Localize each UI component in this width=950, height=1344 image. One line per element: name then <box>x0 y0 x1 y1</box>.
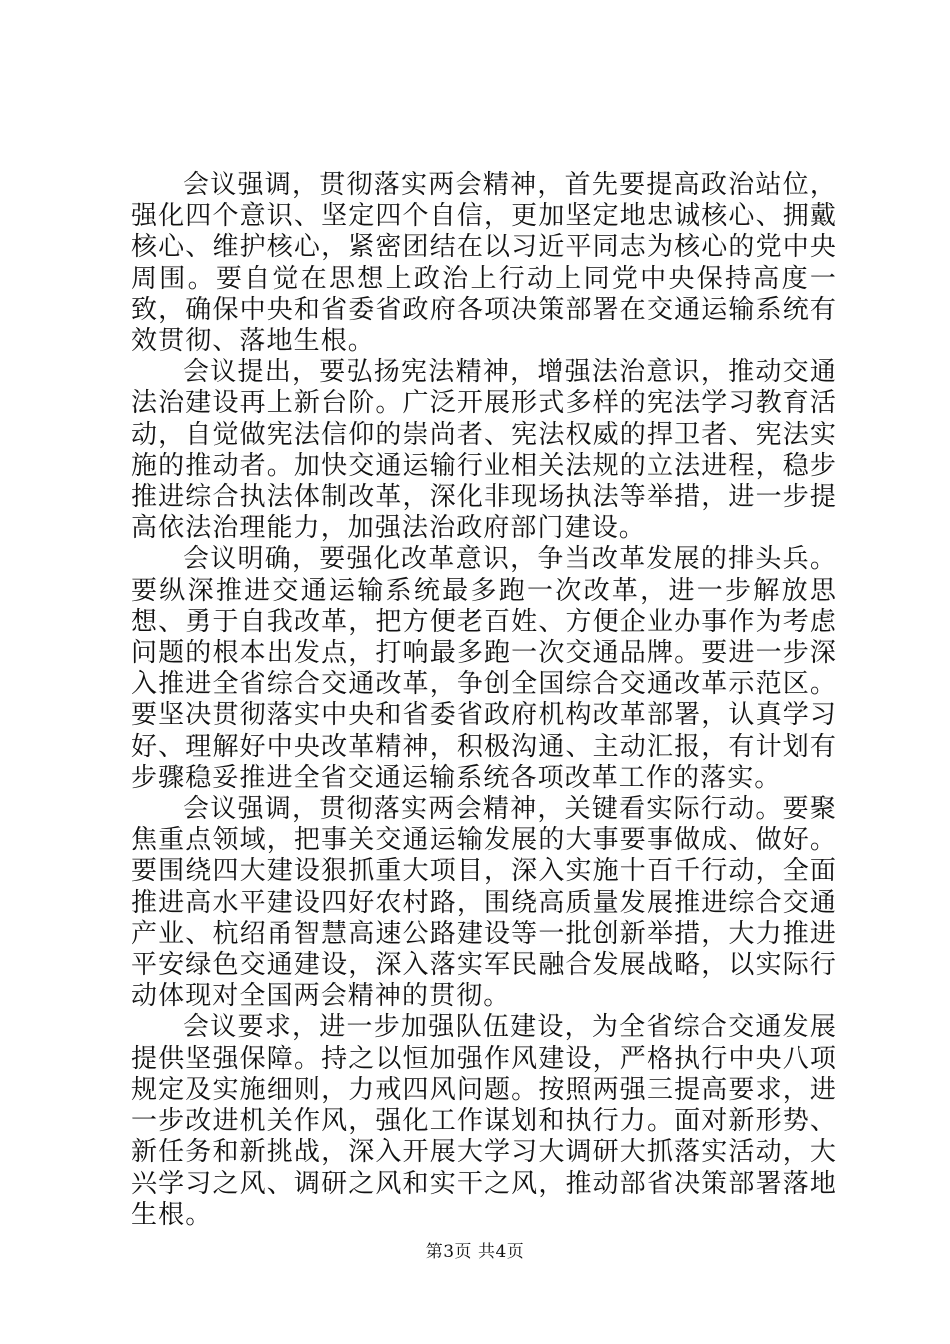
page-footer: 第3页 共4页 <box>425 1242 525 1262</box>
paragraph-3: 会议明确，要强化改革意识，争当改革发展的排头兵。要纵深推进交通运输系统最多跑一次改革，进一步解放思想、勇于自我改革，把方便老百姓、方便企业办事作为考虑问题的根本出发点，打响最多跑一次交通品牌。要进一步深入推进全省综合交通改革，争创全国综合交通改革示范区。要坚决贯彻落实中央和省委省政府机构改革部署，认真学习好、理解好中央改革精神，积极沟通、主动汇报，有计划有步骤稳妥推进全省交通运输系统各项改革工作的落实。 <box>131 544 837 793</box>
document-body <box>131 170 837 1231</box>
paragraph-1: 会议强调，贯彻落实两会精神，首先要提高政治站位，强化四个意识、坚定四个自信，更加坚定地忠诚核心、拥戴核心、维护核心，紧密团结在以习近平同志为核心的党中央周围。要自觉在思想上政治上行动上同党中央保持高度一致，确保中央和省委省政府各项决策部署在交通运输系统有效贯彻、落地生根。 <box>131 170 837 357</box>
paragraph-4: 会议强调，贯彻落实两会精神，关键看实际行动。要聚焦重点领域，把事关交通运输发展的大事要事做成、做好。要围绕四大建设狠抓重大项目，深入实施十百千行动，全面推进高水平建设四好农村路，围绕高质量发展推进综合交通产业、杭绍甬智慧高速公路建设等一批创新举措，大力推进平安绿色交通建设，深入落实军民融合发展战略，以实际行动体现对全国两会精神的贯彻。 <box>131 794 837 1012</box>
paragraph-2: 会议提出，要弘扬宪法精神，增强法治意识，推动交通法治建设再上新台阶。广泛开展形式多样的宪法学习教育活动，自觉做宪法信仰的崇尚者、宪法权威的捍卫者、宪法实施的推动者。加快交通运输行业相关法规的立法进程，稳步推进综合执法体制改革，深化非现场执法等举措，进一步提高依法治理能力，加强法治政府部门建设。 <box>131 357 837 544</box>
paragraph-5: 会议要求，进一步加强队伍建设，为全省综合交通发展提供坚强保障。持之以恒加强作风建设，严格执行中央八项规定及实施细则，力戒四风问题。按照两强三提高要求，进一步改进机关作风，强化工作谋划和执行力。面对新形势、新任务和新挑战，深入开展大学习大调研大抓落实活动，大兴学习之风、调研之风和实干之风，推动部省决策部署落地生根。 <box>131 1012 837 1230</box>
